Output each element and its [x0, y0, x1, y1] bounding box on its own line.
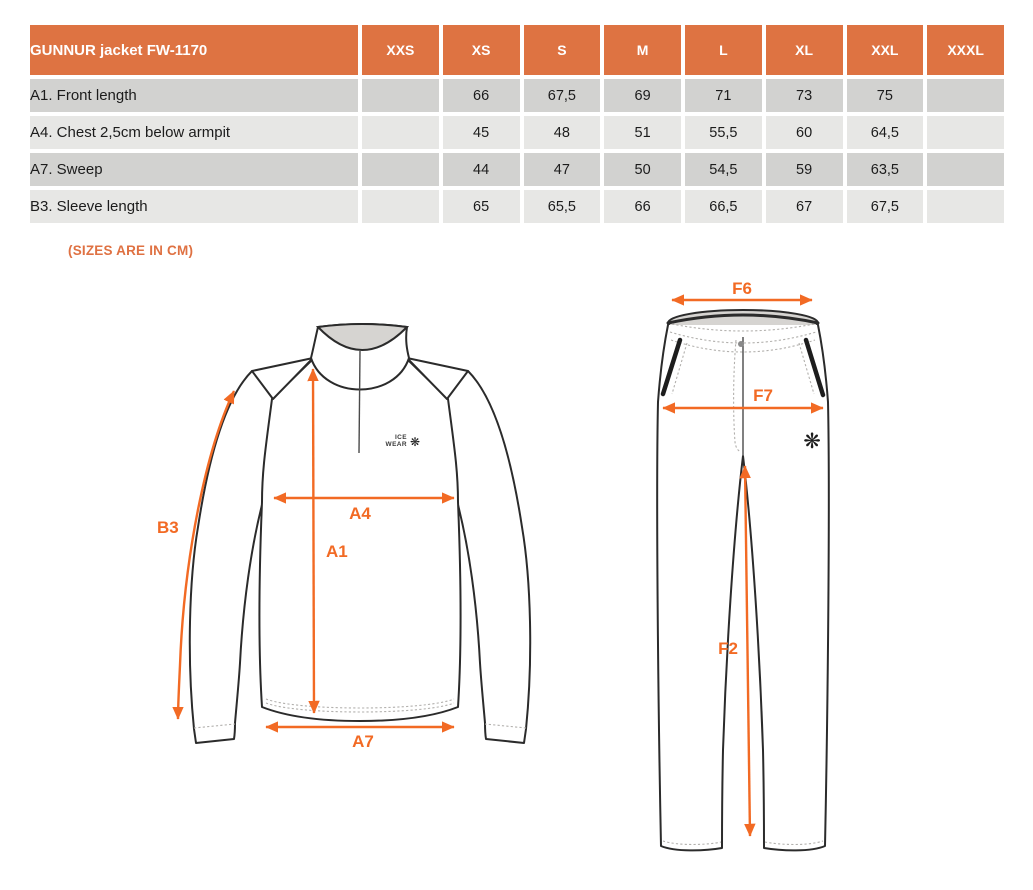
size-column-header: S — [524, 25, 601, 75]
size-value-cell: 67,5 — [847, 190, 924, 223]
size-value-cell: 66 — [443, 79, 520, 112]
table-title: GUNNUR jacket FW-1170 — [30, 25, 358, 75]
size-column-header: XXS — [362, 25, 439, 75]
size-value-cell — [362, 79, 439, 112]
size-value-cell — [927, 116, 1004, 149]
size-value-cell: 69 — [604, 79, 681, 112]
size-table — [26, 21, 1008, 227]
size-value-cell: 60 — [766, 116, 843, 149]
logo-text-ice: ICE — [394, 434, 407, 441]
size-value-cell — [927, 79, 1004, 112]
size-value-cell: 47 — [524, 153, 601, 186]
f6-label: F6 — [732, 279, 752, 298]
size-column-header: XL — [766, 25, 843, 75]
size-table-body — [30, 79, 1004, 223]
logo-text-wear: WEAR — [385, 441, 407, 448]
row-label: A7. Sweep — [30, 153, 358, 186]
size-value-cell: 73 — [766, 79, 843, 112]
row-label: A1. Front length — [30, 79, 358, 112]
row-label: A4. Chest 2,5cm below armpit — [30, 116, 358, 149]
size-value-cell: 63,5 — [847, 153, 924, 186]
waist-button — [738, 341, 744, 347]
size-value-cell: 45 — [443, 116, 520, 149]
zipper-line — [359, 351, 360, 453]
a1-measure-arrow — [313, 369, 314, 713]
size-value-cell: 75 — [847, 79, 924, 112]
size-value-cell: 71 — [685, 79, 762, 112]
logo-snowflake-icon: ❋ — [409, 435, 421, 449]
pants-diagram — [630, 280, 880, 880]
a4-label: A4 — [349, 504, 371, 523]
size-column-header: XS — [443, 25, 520, 75]
size-value-cell: 67,5 — [524, 79, 601, 112]
table-row — [30, 190, 1004, 223]
size-column-header: L — [685, 25, 762, 75]
row-label: B3. Sleeve length — [30, 190, 358, 223]
size-value-cell: 66,5 — [685, 190, 762, 223]
size-value-cell: 51 — [604, 116, 681, 149]
size-value-cell — [362, 190, 439, 223]
size-value-cell: 66 — [604, 190, 681, 223]
size-column-header: XXL — [847, 25, 924, 75]
size-value-cell: 65,5 — [524, 190, 601, 223]
size-table-header-row — [30, 25, 1004, 75]
size-value-cell: 50 — [604, 153, 681, 186]
size-value-cell: 65 — [443, 190, 520, 223]
table-row — [30, 153, 1004, 186]
size-column-header: M — [604, 25, 681, 75]
b3-label: B3 — [157, 518, 179, 537]
a7-label: A7 — [352, 732, 374, 751]
sizes-note: (SIZES ARE IN CM) — [68, 243, 194, 258]
size-value-cell: 67 — [766, 190, 843, 223]
table-row — [30, 116, 1004, 149]
size-column-header: XXXL — [927, 25, 1004, 75]
size-value-cell: 48 — [524, 116, 601, 149]
size-value-cell — [362, 153, 439, 186]
size-value-cell — [362, 116, 439, 149]
f7-label: F7 — [753, 386, 773, 405]
size-value-cell: 54,5 — [685, 153, 762, 186]
table-row — [30, 79, 1004, 112]
jacket-left-sleeve — [190, 371, 263, 743]
jacket-right-sleeve — [457, 371, 530, 743]
size-value-cell: 44 — [443, 153, 520, 186]
pants-snowflake-icon: ❋ — [803, 429, 821, 453]
a1-label: A1 — [326, 542, 348, 561]
size-value-cell: 59 — [766, 153, 843, 186]
size-value-cell — [927, 153, 1004, 186]
size-value-cell: 64,5 — [847, 116, 924, 149]
jacket-diagram — [130, 295, 580, 775]
f2-label: F2 — [718, 639, 738, 658]
size-value-cell — [927, 190, 1004, 223]
size-value-cell: 55,5 — [685, 116, 762, 149]
